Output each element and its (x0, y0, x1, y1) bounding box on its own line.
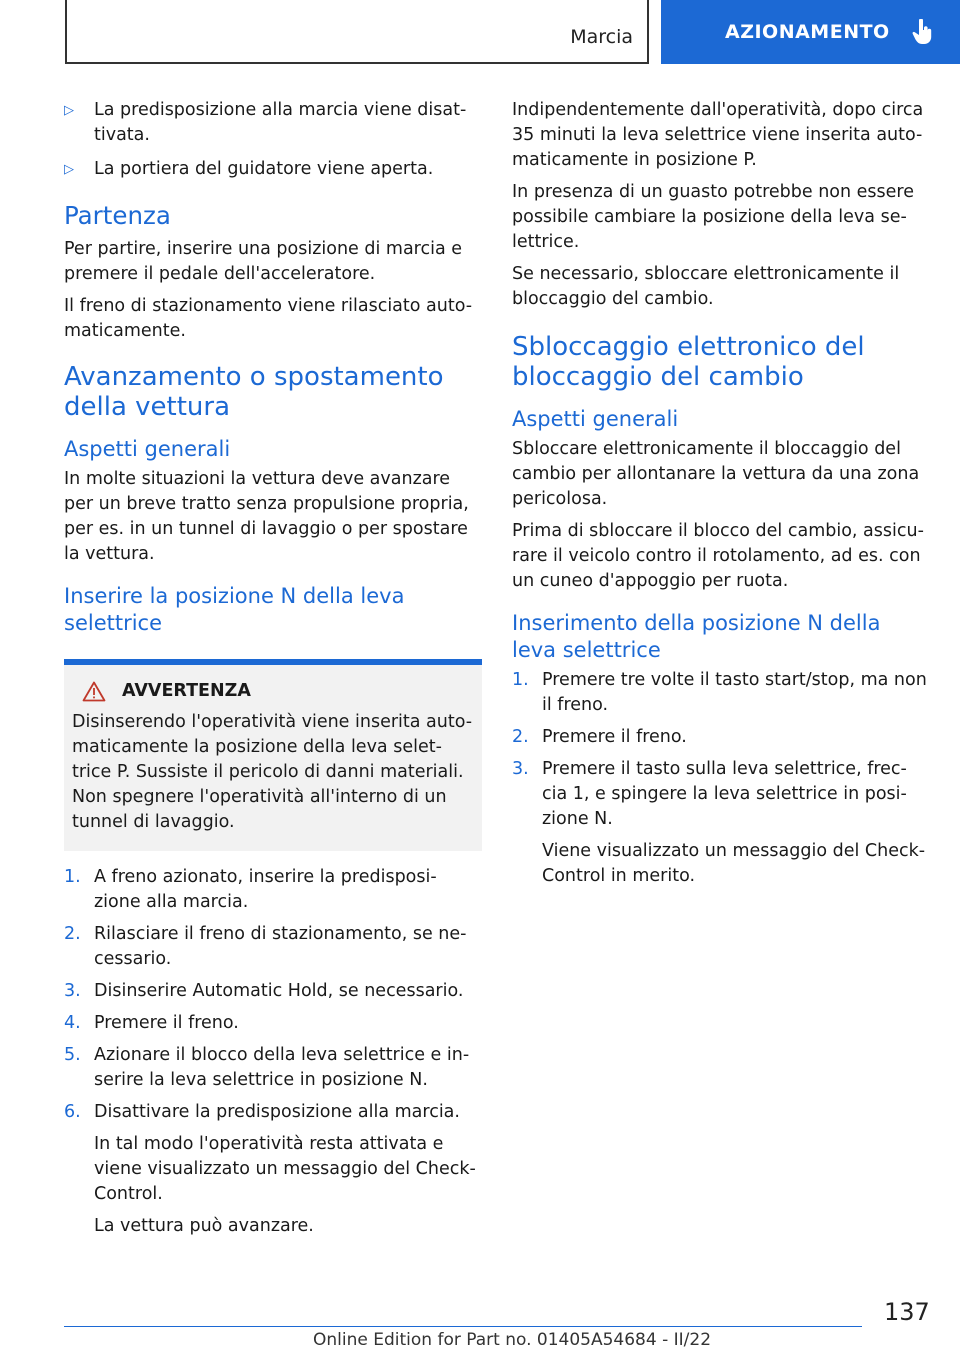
heading-sbloccaggio: Sbloccaggio elettronico del bloccaggio del cambio (512, 332, 865, 392)
step-number: 4. (64, 1013, 81, 1033)
heading-inserire-n: Inserire la posizione N della leva selettrice (64, 584, 405, 635)
step-text: Premere il freno. (542, 727, 687, 747)
warning-box (64, 659, 482, 851)
footer-edition: Online Edition for Part no. 01405A54684 - II/22 (313, 1330, 712, 1350)
heading-partenza: Partenza (64, 201, 171, 230)
step-sub-paragraph: In tal modo l'operatività resta attivata e viene visualizzato un messaggio del Check-Control. (94, 1134, 476, 1204)
right-column (512, 98, 930, 896)
list-item (64, 98, 482, 148)
list-item (512, 725, 930, 750)
heading-aspetti-generali: Aspetti generali (64, 437, 231, 461)
warning-header (72, 679, 474, 704)
header-chapter-title: AZIONAMENTO (725, 21, 890, 43)
list-item (64, 979, 482, 1004)
bullet-triangle-icon: ▷ (64, 103, 74, 118)
heading-inserimento-n: Inserimento della posizione N della leva selettrice (512, 611, 881, 662)
step-number: 1. (64, 867, 81, 887)
step-text: Premere il tasto sulla leva selettrice, frec-cia 1, e spingere la leva selettrice in posi-zione N. (542, 759, 907, 829)
step-number: 1. (512, 670, 529, 690)
paragraph: In presenza di un guasto potrebbe non essere possibile cambiare la posizione della leva se-lettrice. (512, 182, 914, 252)
footer-divider (64, 1326, 862, 1327)
list-item (64, 1011, 482, 1036)
header-section-title: Marcia (570, 26, 633, 48)
paragraph: Per partire, inserire una posizione di marcia e premere il pedale dell'acceleratore. (64, 239, 463, 284)
list-item (64, 157, 482, 182)
step-text: Disinserire Automatic Hold, se necessario. (94, 981, 464, 1001)
list-item (512, 668, 930, 718)
paragraph: In molte situazioni la vettura deve avanzare per un breve tratto senza propulsione propria, per es. in un tunnel di lavaggio o per spostare la vettura. (64, 469, 469, 564)
warning-text: Disinserendo l'operatività viene inserita auto-maticamente la posizione della leva selet-trice P. Sussiste il pericolo di danni materiali. Non spegnere l'operatività all'interno di un tunnel di lavaggio. (72, 712, 473, 832)
step-text: Premere il freno. (94, 1013, 239, 1033)
step-text: Azionare il blocco della leva selettrice e in-serire la leva selettrice in posizione N. (94, 1045, 470, 1090)
step-number: 6. (64, 1102, 81, 1122)
step-number: 3. (512, 759, 529, 779)
step-text: A freno azionato, inserire la predisposi-zione alla marcia. (94, 867, 437, 912)
step-number: 2. (512, 727, 529, 747)
bullet-text: La predisposizione alla marcia viene disat-tivata. (94, 100, 467, 145)
page-number: 137 (884, 1298, 930, 1326)
paragraph: Prima di sbloccare il blocco del cambio, assicu-rare il veicolo contro il rotolamento, ad es. con un cuneo d'appoggio per ruota. (512, 521, 924, 591)
step-sub-paragraph: La vettura può avanzare. (94, 1216, 314, 1236)
heading-aspetti-generali: Aspetti generali (512, 407, 679, 431)
paragraph: Sbloccare elettronicamente il bloccaggio del cambio per allontanare la vettura da una zona pericolosa. (512, 439, 920, 509)
list-item (64, 1100, 482, 1125)
paragraph: Indipendentemente dall'operatività, dopo circa 35 minuti la leva selettrice viene inserita auto-maticamente in posizione P. (512, 100, 924, 170)
hand-pointer-icon (912, 19, 934, 45)
step-text: Premere tre volte il tasto start/stop, ma non il freno. (542, 670, 927, 715)
list-item (64, 865, 482, 915)
step-text: Disattivare la predisposizione alla marcia. (94, 1102, 460, 1122)
list-item (64, 1043, 482, 1093)
bullet-triangle-icon: ▷ (64, 162, 74, 177)
warning-triangle-icon (82, 681, 106, 702)
step-text: Rilasciare il freno di stazionamento, se ne-cessario. (94, 924, 467, 969)
paragraph: Se necessario, sbloccare elettronicamente il bloccaggio del cambio. (512, 264, 900, 309)
header-chapter-tab (661, 0, 960, 64)
heading-avanzamento: Avanzamento o spostamento della vettura (64, 362, 444, 422)
paragraph: Il freno di stazionamento viene rilasciato auto-maticamente. (64, 296, 473, 341)
list-item (512, 757, 930, 832)
list-item (64, 922, 482, 972)
bullet-text: La portiera del guidatore viene aperta. (94, 159, 434, 179)
warning-title: AVVERTENZA (122, 681, 251, 701)
step-sub-paragraph: Viene visualizzato un messaggio del Check-Control in merito. (542, 841, 926, 886)
step-number: 3. (64, 981, 81, 1001)
left-column (64, 98, 482, 1246)
header-section-box (65, 0, 649, 64)
step-number: 2. (64, 924, 81, 944)
step-number: 5. (64, 1045, 81, 1065)
